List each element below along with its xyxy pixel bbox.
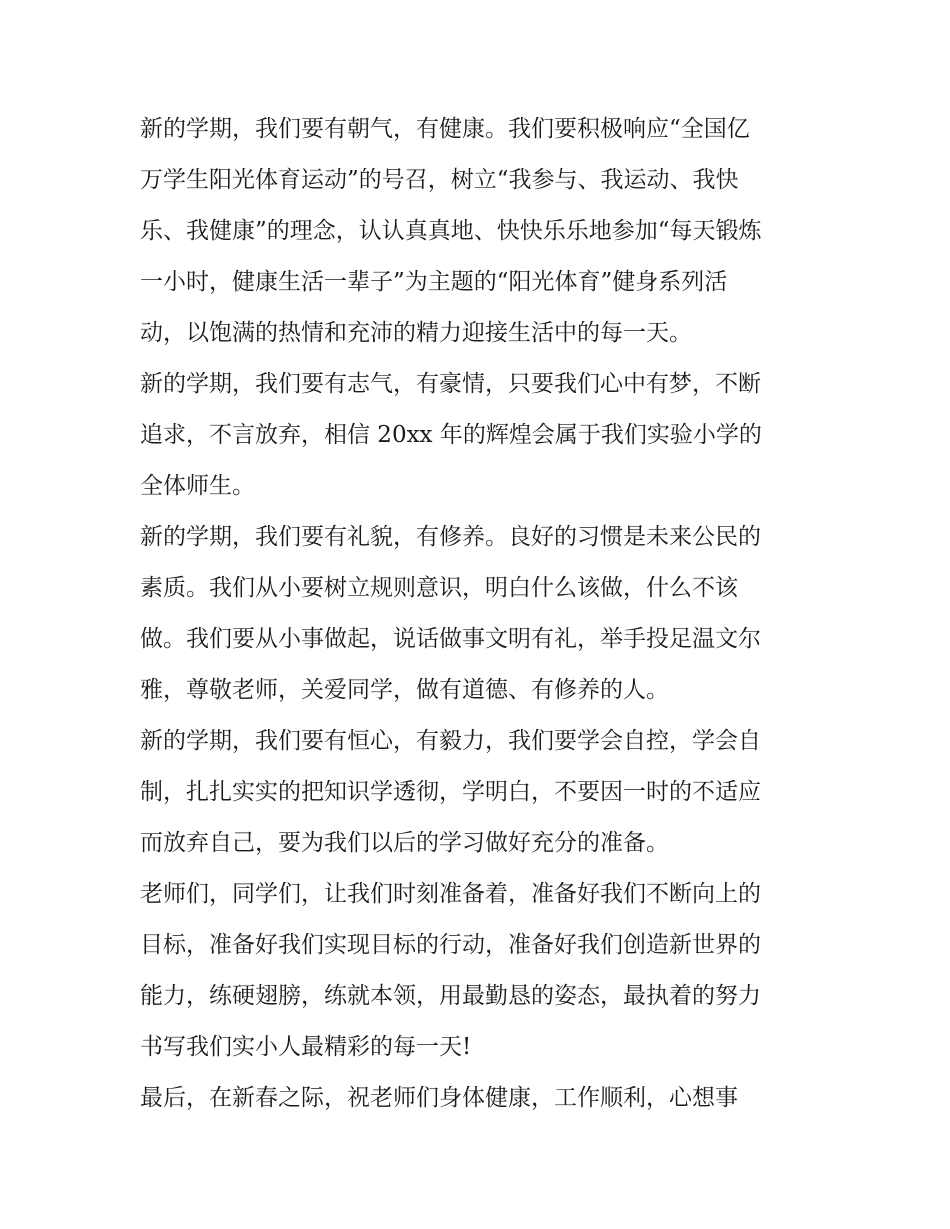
text-line: 能力，练硬翅膀，练就本领，用最勤恳的姿态，最执着的努力 xyxy=(140,983,761,1009)
paragraph xyxy=(140,104,820,359)
document-body xyxy=(140,104,820,1124)
text-line: 全体师生。 xyxy=(140,473,255,499)
text-line: 新的学期，我们要有志气，有豪情，只要我们心中有梦，不断 xyxy=(140,371,761,397)
text-line: 素质。我们从小要树立规则意识，明白什么该做，什么不该 xyxy=(140,575,738,601)
text-line: 一小时，健康生活一辈子”为主题的“阳光体育”健身系列活 xyxy=(140,269,728,295)
text-line: 最后，在新春之际，祝老师们身体健康，工作顺利，心想事 xyxy=(140,1085,738,1111)
text-line: 乐、我健康”的理念，认认真真地、快快乐乐地参加“每天锻炼 xyxy=(140,218,762,244)
paragraph xyxy=(140,359,820,512)
text-line: 做。我们要从小事做起，说话做事文明有礼，举手投足温文尔 xyxy=(140,626,761,652)
text-line: 动，以饱满的热情和充沛的精力迎接生活中的每一天。 xyxy=(140,320,692,346)
text-line: 新的学期，我们要有朝气，有健康。我们要积极响应“全国亿 xyxy=(140,116,750,142)
text-line: 书写我们实小人最精彩的每一天! xyxy=(140,1034,472,1060)
paragraph xyxy=(140,512,820,716)
text-line: 老师们，同学们，让我们时刻准备着，准备好我们不断向上的 xyxy=(140,881,761,907)
text-line: 万学生阳光体育运动”的号召，树立“我参与、我运动、我快 xyxy=(140,167,739,193)
text-line: 雅，尊敬老师，关爱同学，做有道德、有修养的人。 xyxy=(140,677,669,703)
text-line: 新的学期，我们要有恒心，有毅力，我们要学会自控，学会自 xyxy=(140,728,761,754)
text-line: 而放弃自己，要为我们以后的学习做好充分的准备。 xyxy=(140,830,669,856)
text-line: 目标，准备好我们实现目标的行动，准备好我们创造新世界的 xyxy=(140,932,761,958)
paragraph xyxy=(140,869,820,1073)
paragraph xyxy=(140,1073,820,1124)
text-line: 追求，不言放弃，相信 20xx 年的辉煌会属于我们实验小学的 xyxy=(140,422,762,448)
paragraph xyxy=(140,716,820,869)
text-line: 新的学期，我们要有礼貌，有修养。良好的习惯是未来公民的 xyxy=(140,524,761,550)
text-line: 制，扎扎实实的把知识学透彻，学明白，不要因一时的不适应 xyxy=(140,779,761,805)
